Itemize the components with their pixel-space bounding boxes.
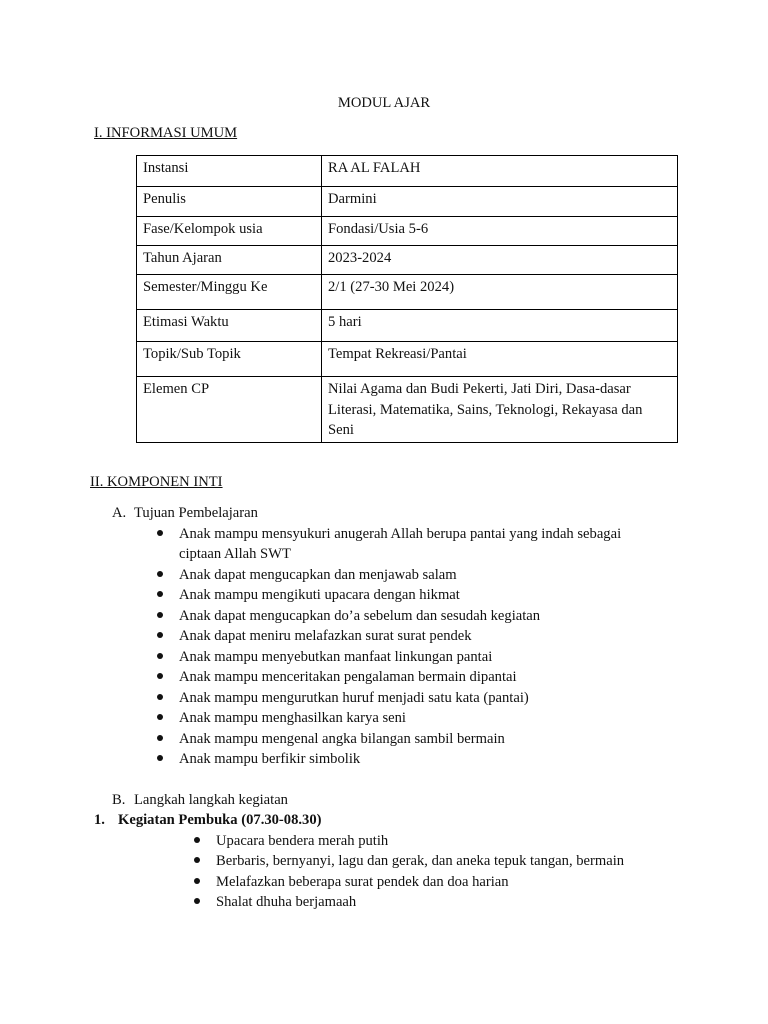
bullet-icon [194, 857, 200, 863]
list-item: Melafazkan beberapa surat pendek dan doa harian [216, 874, 509, 890]
list-item: Anak dapat mengucapkan dan menjawab salam [179, 567, 457, 583]
bullet-icon [157, 694, 163, 700]
bullet-icon [157, 632, 163, 638]
step-title-kegiatan-pembuka: Kegiatan Pembuka (07.30-08.30) [118, 812, 322, 828]
bullet-icon [157, 714, 163, 720]
table-row [137, 310, 678, 342]
bullet-icon [157, 612, 163, 618]
list-item: Anak mampu mensyukuri anugerah Allah berupa pantai yang indah sebagai [179, 526, 622, 542]
section-heading-komponen-inti: II. KOMPONEN INTI [90, 474, 223, 490]
table-value-cell: Fondasi/Usia 5-6 [322, 217, 678, 246]
list-item: Anak dapat mengucapkan do’a sebelum dan sesudah kegiatan [179, 608, 541, 624]
table-label-cell: Instansi [137, 156, 322, 187]
numbered-marker-1: 1. [94, 812, 105, 828]
document-title: MODUL AJAR [337, 95, 431, 111]
table-row [137, 342, 678, 377]
table-value-cell: RA AL FALAH [322, 156, 678, 187]
subsection-title-langkah: Langkah langkah kegiatan [134, 792, 288, 808]
list-item-continuation: ciptaan Allah SWT [179, 546, 291, 562]
list-item: Anak mampu menceritakan pengalaman bermain dipantai [179, 669, 517, 685]
table-label-cell: Etimasi Waktu [137, 310, 322, 342]
bullet-icon [157, 591, 163, 597]
table-label-cell: Topik/Sub Topik [137, 342, 322, 377]
table-value-cell: Darmini [322, 187, 678, 217]
info-table [136, 155, 678, 443]
list-item: Shalat dhuha berjamaah [216, 894, 357, 910]
table-row [137, 187, 678, 217]
table-value-cell: Nilai Agama dan Budi Pekerti, Jati Diri, Dasa-dasar Literasi, Matematika, Sains, Teknologi, Rekayasa dan Seni [322, 377, 678, 443]
table-value-cell: 5 hari [322, 310, 678, 342]
list-item: Anak mampu mengenal angka bilangan sambil bermain [179, 731, 505, 747]
bullet-icon [157, 653, 163, 659]
table-row [137, 217, 678, 246]
table-value-cell: 2/1 (27-30 Mei 2024) [322, 275, 678, 310]
bullet-icon [157, 530, 163, 536]
list-item: Anak dapat meniru melafazkan surat surat pendek [179, 628, 472, 644]
table-label-cell: Elemen CP [137, 377, 322, 443]
table-row [137, 156, 678, 187]
table-label-cell: Fase/Kelompok usia [137, 217, 322, 246]
table-row [137, 377, 678, 443]
table-value-cell: Tempat Rekreasi/Pantai [322, 342, 678, 377]
table-row [137, 246, 678, 275]
bullet-icon [157, 571, 163, 577]
table-label-cell: Semester/Minggu Ke [137, 275, 322, 310]
list-item: Upacara bendera merah putih [216, 833, 389, 849]
bullet-icon [157, 673, 163, 679]
subsection-title-tujuan: Tujuan Pembelajaran [134, 505, 258, 521]
list-marker-b: B. [112, 792, 126, 808]
list-item: Berbaris, bernyanyi, lagu dan gerak, dan aneka tepuk tangan, bermain [216, 853, 625, 869]
section-heading-informasi-umum: I. INFORMASI UMUM [94, 125, 238, 141]
bullet-icon [157, 755, 163, 761]
list-item: Anak mampu berfikir simbolik [179, 751, 361, 767]
table-value-cell: 2023-2024 [322, 246, 678, 275]
list-item: Anak mampu mengikuti upacara dengan hikmat [179, 587, 460, 603]
table-label-cell: Penulis [137, 187, 322, 217]
list-item: Anak mampu menghasilkan karya seni [179, 710, 406, 726]
bullet-icon [194, 878, 200, 884]
list-item: Anak mampu mengurutkan huruf menjadi satu kata (pantai) [179, 690, 529, 706]
bullet-icon [194, 898, 200, 904]
list-item: Anak mampu menyebutkan manfaat linkungan pantai [179, 649, 493, 665]
bullet-icon [194, 837, 200, 843]
table-label-cell: Tahun Ajaran [137, 246, 322, 275]
list-marker-a: A. [112, 505, 127, 521]
bullet-icon [157, 735, 163, 741]
table-row [137, 275, 678, 310]
